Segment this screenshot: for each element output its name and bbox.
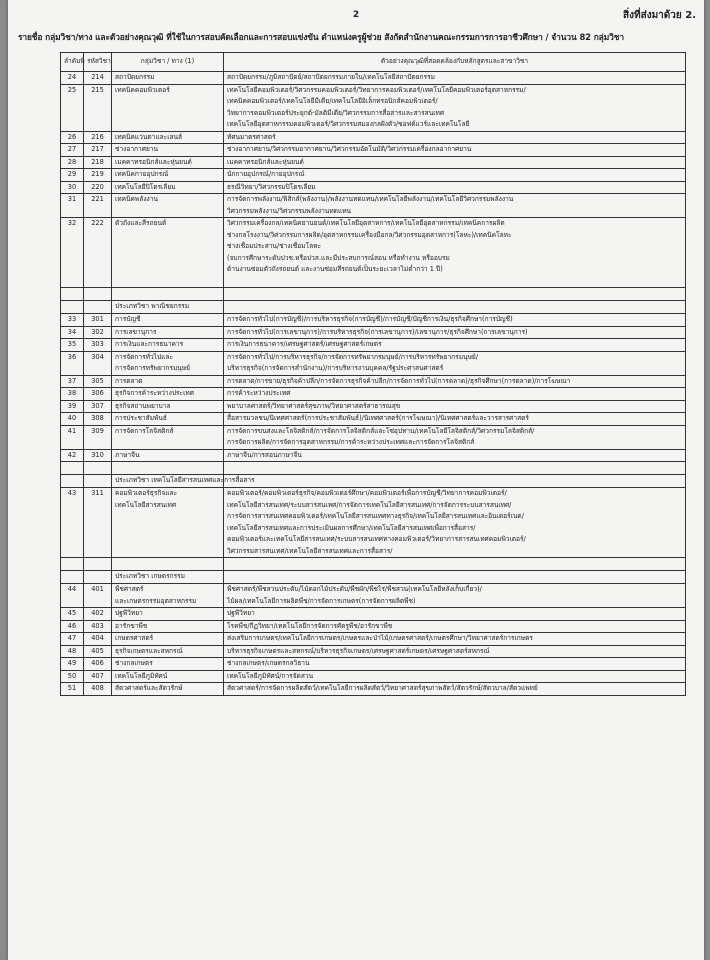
subject-code: 308 [84, 413, 112, 426]
row-number: 51 [61, 683, 84, 696]
table-cell [61, 475, 84, 488]
table-body [61, 72, 686, 696]
table-row [61, 144, 686, 157]
subject-group [112, 375, 224, 388]
example-line: บริหารธุรกิจ(การจัดการสำนักงาน)/การบริหารงานบุคคล/รัฐประศาสนศาสตร์ [227, 364, 444, 372]
subject-code: 222 [84, 218, 112, 288]
row-number: 33 [61, 314, 84, 327]
table-cell [84, 558, 112, 571]
subject-group [112, 670, 224, 683]
example-line: วิศวกรรมสารสนเทศ/เทคโนโลยีสารสนเทศและการสื่อสาร/ [227, 546, 393, 555]
table-cell [224, 301, 686, 314]
example-line: ทัศนมาตรศาสตร์ [227, 132, 276, 141]
table-cell [84, 571, 112, 584]
header-no: ลำดับที่ [61, 53, 84, 72]
group-line: สถาปัตยกรรม [115, 73, 155, 81]
example-line: สถาปัตยกรรม/ภูมิสถาปัตย์/สถาปัตยกรรมภายใน/เทคโนโลยีสถาปัตยกรรม [227, 73, 435, 81]
row-number: 41 [61, 425, 84, 449]
example-line: การจัดการทั่วไป(การบัญชี)/การบริหารธุรกิจ(การบัญชี)/การบัญชี/บัญชีการเงิน/ธุรกิจศึกษา(การบัญชี) [227, 315, 513, 323]
subject-group [112, 326, 224, 339]
table-row [61, 169, 686, 182]
subject-group [112, 633, 224, 646]
subject-group [112, 194, 224, 218]
row-number: 32 [61, 218, 84, 288]
group-line: การบัญชี [115, 315, 141, 323]
group-line: อารักขาพืช [115, 621, 148, 630]
example-line: ธรณีวิทยา/วิศวกรรมปิโตรเลียม [227, 182, 316, 191]
example-line: คอมพิวเตอร์/คอมพิวเตอร์ธุรกิจ/คอมพิวเตอร์ศึกษา/คอมพิวเตอร์เพื่อการบัญชี/วิทยาการคอมพิวเตอร์/ [227, 489, 507, 497]
table-row [61, 194, 686, 218]
group-line: ภาษาจีน [115, 450, 140, 459]
header-code: รหัสวิชา [84, 53, 112, 72]
subject-code: 310 [84, 449, 112, 462]
group-line: เทคนิคคอมพิวเตอร์ [115, 85, 170, 94]
subject-group [112, 169, 224, 182]
subject-group [112, 413, 224, 426]
subject-code: 404 [84, 633, 112, 646]
section-row [61, 475, 686, 488]
subject-group [112, 181, 224, 194]
table-row [61, 608, 686, 621]
example-line: เทคโนโลยีอุตสาหกรรมคอมพิวเตอร์/วิศวกรรมสมองกลฝังตัว/ซอฟต์แวร์และเทคโนโลยี [227, 120, 470, 128]
table-cell [61, 462, 84, 475]
example-line: ส่งเสริมการเกษตร/เทคโนโลยีการเกษตร/เกษตรและป่าไม้/เกษตรศาสตร์/เกษตรศึกษา/วิทยาศาสตร์การเกษตร [227, 634, 533, 642]
table-row [61, 413, 686, 426]
table-row [61, 181, 686, 194]
subject-group [112, 425, 224, 449]
row-number: 40 [61, 413, 84, 426]
example-line: การจัดการทั่วไป(การเลขานุการ)/การบริหารธุรกิจ(การเลขานุการ)/เลขานุการ/ธุรกิจศึกษา(การเลขานุการ) [227, 327, 528, 336]
qualification-examples [224, 645, 686, 658]
example-line: ช่างอากาศยาน/วิศวกรรมอากาศยาน/วิศวกรรมอัตโนมัติ/วิศวกรรมเครื่องกลอากาศยาน [227, 145, 472, 153]
subject-code: 305 [84, 375, 112, 388]
table-row [61, 658, 686, 671]
table-cell [224, 288, 686, 301]
qualification-examples [224, 131, 686, 144]
qualification-examples [224, 339, 686, 352]
example-line: การจัดการสารสนเทศคอมพิวเตอร์/เทคโนโลยีสารสนเทศทางธุรกิจ/เทคโนโลยีสารสนเทศและอินเตอร์เนต/ [227, 512, 524, 520]
example-line: การจัดการผลิต/การจัดการอุตสาหกรรม/การค้าระหว่างประเทศและการจัดการโลจิสติกส์ [227, 438, 475, 446]
example-line: สัตวศาสตร์/การจัดการผลิตสัตว์/เทคโนโลยีการผลิตสัตว์/วิทยาศาสตร์สุขภาพสัตว์/สัตวรักษ์/สัตวบาล/สัตวแพทย์ [227, 684, 538, 692]
table-cell [61, 571, 84, 584]
subject-group [112, 218, 224, 288]
subject-code: 304 [84, 351, 112, 375]
subject-group [112, 388, 224, 401]
table-row [61, 314, 686, 327]
subject-code: 303 [84, 339, 112, 352]
table-cell [84, 301, 112, 314]
header-example: ตัวอย่างคุณวุฒิที่สอดคล้องกับหลักสูตรและสาขาวิชา [224, 53, 686, 72]
table-row [61, 72, 686, 85]
qualification-examples [224, 584, 686, 608]
example-line: ปฐพีวิทยา [227, 609, 255, 617]
group-line: การจัดการทั่วไปและ [115, 352, 174, 361]
row-number: 25 [61, 84, 84, 131]
document-title: รายชื่อ กลุ่มวิชา/ทาง และตัวอย่างคุณวุฒิ ที่ใช้ในการสอบคัดเลือกและการสอบแข่งขัน ตำแหน่งครูผู้ช่วย สังกัดสำนักงานคณะกรรมการการอาชีวศึกษา / จำนวน 82 กลุ่มวิชา [18, 32, 624, 42]
subject-code: 309 [84, 425, 112, 449]
row-number: 42 [61, 449, 84, 462]
row-number: 35 [61, 339, 84, 352]
example-line: ภาษาจีน/การสอนภาษาจีน [227, 450, 302, 459]
table-row [61, 351, 686, 375]
subject-code: 307 [84, 400, 112, 413]
qualification-examples [224, 388, 686, 401]
example-line: เทคโนโลยีภูมิทัศน์/การจัดสวน [227, 671, 314, 680]
table-row [61, 400, 686, 413]
table-row [61, 633, 686, 646]
table-header-row [61, 53, 686, 72]
subject-code: 219 [84, 169, 112, 182]
subject-code: 306 [84, 388, 112, 401]
group-line: เทคนิคแว่นตาและเลนส์ [115, 132, 183, 141]
table-row [61, 683, 686, 696]
subject-code: 408 [84, 683, 112, 696]
table-cell [61, 301, 84, 314]
example-line: นักกายอุปกรณ์/กายอุปกรณ์ [227, 170, 305, 178]
subject-group [112, 645, 224, 658]
section-row [61, 571, 686, 584]
qualification-examples [224, 425, 686, 449]
example-line: ช่างกลเกษตร/เกษตรกลวิธาน [227, 659, 310, 667]
section-title: ประเภทวิชา เกษตรกรรม [112, 571, 224, 584]
row-number: 50 [61, 670, 84, 683]
example-line: การจัดการขนส่งและโลจิสติกส์/การจัดการโลจิสติกส์และโซ่อุปทาน/เทคโนโลยีโลจิสติกส์/วิศวกรรมโลจิสติกส์/ [227, 426, 535, 435]
example-line: เทคนิคคอมพิวเตอร์/เทคโนโลยีมีเดีย/เทคโนโลยีอิเล็กทรอนิกส์คอมพิวเตอร์/ [227, 97, 438, 105]
subject-group [112, 683, 224, 696]
table-row [61, 156, 686, 169]
qualification-examples [224, 84, 686, 131]
example-line: การเงินการธนาคาร/เศรษฐศาสตร์/เศรษฐศาสตร์เกษตร [227, 340, 382, 348]
table-cell [84, 288, 112, 301]
group-line: เมคคาทรอนิกส์และหุ่นยนต์ [115, 157, 192, 166]
example-line: เทคโนโลยีสารสนเทศและการประเมินผลการศึกษา/เทคโนโลยีสารสนเทศเพื่อการสื่อสาร/ [227, 523, 476, 532]
row-number: 49 [61, 658, 84, 671]
table-cell [224, 571, 686, 584]
table-cell [61, 558, 84, 571]
row-number: 48 [61, 645, 84, 658]
group-line: การเงินและการธนาคาร [115, 340, 184, 348]
example-line: การค้าระหว่างประเทศ [227, 389, 291, 397]
subject-group [112, 314, 224, 327]
qualification-examples [224, 144, 686, 157]
table-cell [84, 475, 112, 488]
example-line: เมคคาทรอนิกส์และหุ่นยนต์ [227, 157, 304, 166]
header-group: กลุ่มวิชา / ทาง (1) [112, 53, 224, 72]
table-row [61, 339, 686, 352]
example-line: พยาบาลศาสตร์/วิทยาศาสตร์สุขภาพ/วิทยาศาสตร์สาธารณสุข [227, 401, 401, 410]
qualification-table [60, 52, 686, 696]
qualification-examples [224, 658, 686, 671]
example-line: (จบการศึกษาระดับปวช.หรือปวส.และมีประสบการณ์สอน หรือทำงาน หรืออบรม [227, 253, 450, 262]
qualification-examples [224, 351, 686, 375]
table-cell [84, 462, 112, 475]
group-line: สัตวศาสตร์และสัตวรักษ์ [115, 684, 183, 692]
example-line: ไม้ผล/เทคโนโลยีการผลิตพืช/การจัดการเกษตร(การจัดการผลิตพืช) [227, 596, 416, 605]
example-line: คอมพิวเตอร์และเทคโนโลยีสารสนเทศ/ระบบสารสนเทศทางคอมพิวเตอร์/วิทยาการสารสนเทศคอมพิวเตอร์/ [227, 535, 526, 543]
subject-group [112, 131, 224, 144]
qualification-examples [224, 683, 686, 696]
group-line: เทคนิคกายอุปกรณ์ [115, 170, 169, 178]
group-line: ช่างกลเกษตร [115, 659, 153, 667]
subject-group [112, 339, 224, 352]
row-number: 47 [61, 633, 84, 646]
example-line: วิทยาการคอมพิวเตอร์ประยุกต์-มัลติมีเดีย/วิศวกรรมการสื่อสารและสารสนเทศ [227, 108, 444, 117]
example-line: วิศวกรรมเครื่องกล/เทคนิคยานยนต์/เทคโนโลยีอุตสาหการ/เทคโนโลยีอุตสาหกรรม/เทคนิคการผลิต [227, 219, 505, 227]
section-row [61, 301, 686, 314]
group-line: ธุรกิจสถานพยาบาล [115, 401, 171, 410]
subject-group [112, 620, 224, 633]
table-spacer-row [61, 462, 686, 475]
attachment-label: สิ่งที่ส่งมาด้วย 2. [623, 10, 696, 21]
subject-group [112, 449, 224, 462]
subject-code: 221 [84, 194, 112, 218]
subject-group [112, 584, 224, 608]
table-cell [112, 288, 224, 301]
table-row [61, 620, 686, 633]
subject-code: 405 [84, 645, 112, 658]
group-line: ตัวถังและสีรถยนต์ [115, 219, 167, 227]
subject-code: 407 [84, 670, 112, 683]
example-line: เทคโนโลยีสารสนเทศ/ระบบสารสนเทศ/การจัดการเทคโนโลยีสารสนเทศ/การจัดการระบบสารสนเทศ/ [227, 500, 512, 509]
subject-code: 216 [84, 131, 112, 144]
subject-code: 406 [84, 658, 112, 671]
group-line: เทคโนโลยีสารสนเทศ [115, 500, 177, 509]
qualification-examples [224, 314, 686, 327]
row-number: 46 [61, 620, 84, 633]
example-line: พืชศาสตร์/พืชสวนประดับ/ไม้ดอกไม้ประดับ/พืชผัก/พืชไร่/พืชสวน(เทคโนโลยีหลังเก็บเกี่ยว)/ [227, 585, 482, 593]
group-line: การประชาสัมพันธ์ [115, 414, 167, 422]
table-cell [224, 475, 686, 488]
table-row [61, 375, 686, 388]
qualification-examples [224, 218, 686, 288]
subject-group [112, 608, 224, 621]
table-row [61, 84, 686, 131]
example-line: ช่างกลโรงงาน/วิศวกรรมการผลิต/อุตสาหกรรมเครื่องมือกล/วิศวกรรมอุตสาหการ(โลหะ)/เทคนิคโลหะ [227, 230, 512, 239]
group-line: เทคโนโลยีภูมิทัศน์ [115, 671, 168, 680]
group-line: และเกษตรกรรมอุตสาหกรรม [115, 596, 197, 605]
qualification-examples [224, 608, 686, 621]
qualification-examples [224, 326, 686, 339]
subject-group [112, 156, 224, 169]
qualification-examples [224, 413, 686, 426]
subject-group [112, 488, 224, 558]
section-title: ประเภทวิชา พาณิชยกรรม [112, 301, 224, 314]
table-row [61, 645, 686, 658]
subject-code: 401 [84, 584, 112, 608]
table-cell [112, 558, 224, 571]
qualification-examples [224, 633, 686, 646]
row-number: 31 [61, 194, 84, 218]
group-line: ช่างอากาศยาน [115, 145, 159, 153]
qualification-examples [224, 156, 686, 169]
row-number: 43 [61, 488, 84, 558]
row-number: 24 [61, 72, 84, 85]
qualification-examples [224, 194, 686, 218]
example-line: การจัดการทั่วไป/การบริหารธุรกิจ/การจัดการทรัพยากรมนุษย์/การบริหารทรัพยากรมนุษย์/ [227, 352, 479, 361]
subject-group [112, 84, 224, 131]
row-number: 45 [61, 608, 84, 621]
row-number: 36 [61, 351, 84, 375]
qualification-examples [224, 181, 686, 194]
subject-code: 403 [84, 620, 112, 633]
table-row [61, 449, 686, 462]
table-spacer-row [61, 288, 686, 301]
qualification-examples [224, 400, 686, 413]
table-row [61, 425, 686, 449]
table-cell [224, 558, 686, 571]
example-line: ด้านงานซ่อมตัวถังรถยนต์ และงานซ่อมสีรถยนต์เป็นระยะเวลาไม่ต่ำกว่า 1 ปี) [227, 265, 443, 273]
subject-code: 215 [84, 84, 112, 131]
group-line: ธุรกิจการค้าระหว่างประเทศ [115, 389, 194, 397]
table-row [61, 326, 686, 339]
subject-group [112, 72, 224, 85]
example-line: สื่อสารมวลชน/นิเทศศาสตร์(การประชาสัมพันธ์)/นิเทศศาสตร์(การโฆษณา)/นิเทศศาสตร์และวารสารศาสตร์ [227, 414, 529, 422]
qualification-examples [224, 670, 686, 683]
group-line: เกษตรศาสตร์ [115, 634, 154, 642]
subject-group [112, 400, 224, 413]
table-cell [112, 462, 224, 475]
group-line: ธุรกิจเกษตรและสหกรณ์ [115, 646, 183, 655]
table-row [61, 388, 686, 401]
row-number: 38 [61, 388, 84, 401]
row-number: 44 [61, 584, 84, 608]
table-row [61, 131, 686, 144]
subject-group [112, 351, 224, 375]
qualification-examples [224, 449, 686, 462]
group-line: เทคนิคพลังงาน [115, 195, 158, 203]
subject-code: 302 [84, 326, 112, 339]
group-line: การจัดการทรัพยากรมนุษย์ [115, 364, 191, 372]
table-cell [224, 462, 686, 475]
group-line: การจัดการโลจิสติกส์ [115, 426, 174, 435]
subject-code: 402 [84, 608, 112, 621]
qualification-examples [224, 169, 686, 182]
row-number: 30 [61, 181, 84, 194]
subject-group [112, 144, 224, 157]
row-number: 27 [61, 144, 84, 157]
subject-code: 218 [84, 156, 112, 169]
example-line: บริหารธุรกิจเกษตรและสหกรณ์/บริหารธุรกิจเกษตร/เศรษฐศาสตร์เกษตร/เศรษฐศาสตร์สหกรณ์ [227, 646, 490, 655]
table-row [61, 670, 686, 683]
example-line [227, 276, 682, 288]
example-line: โรคพืช/กีฏวิทยา/เทคโนโลยีการจัดการศัตรูพืช/อารักขาพืช [227, 621, 393, 630]
qualification-examples [224, 72, 686, 85]
group-line: เทคโนโลยีปิโตรเลียม [115, 182, 176, 191]
subject-code: 301 [84, 314, 112, 327]
document-page [8, 0, 704, 960]
group-line: การตลาด [115, 376, 143, 385]
row-number: 37 [61, 375, 84, 388]
subject-code: 217 [84, 144, 112, 157]
example-line: ช่างเชื่อมประสาน/ช่างเชื่อมโลหะ [227, 242, 322, 250]
table-cell [61, 288, 84, 301]
example-line: เทคโนโลยีคอมพิวเตอร์/วิศวกรรมคอมพิวเตอร์/วิทยาการคอมพิวเตอร์/เทคโนโลยีคอมพิวเตอร์อุตสาหกรรม/ [227, 85, 526, 94]
subject-group [112, 658, 224, 671]
group-line: พืชศาสตร์ [115, 585, 144, 593]
subject-code: 311 [84, 488, 112, 558]
table-row [61, 218, 686, 288]
qualification-examples [224, 620, 686, 633]
row-number: 34 [61, 326, 84, 339]
row-number: 39 [61, 400, 84, 413]
subject-code: 220 [84, 181, 112, 194]
section-title: ประเภทวิชา เทคโนโลยีสารสนเทศและการสื่อสาร [112, 475, 224, 488]
subject-code: 214 [84, 72, 112, 85]
example-line: การจัดการพลังงาน/ฟิสิกส์(พลังงาน)/พลังงานทดแทน/เทคโนโลยีพลังงาน/เทคโนโลยีวิศวกรรมพลังงาน [227, 195, 514, 203]
table-spacer-row [61, 558, 686, 571]
example-line: วิศวกรรมพลังงาน/วิศวกรรมพลังงานทดแทน [227, 206, 352, 215]
group-line: การเลขานุการ [115, 327, 157, 336]
qualification-examples [224, 375, 686, 388]
row-number: 29 [61, 169, 84, 182]
group-line: ปฐพีวิทยา [115, 609, 143, 617]
table-row [61, 584, 686, 608]
group-line: คอมพิวเตอร์ธุรกิจและ [115, 489, 178, 497]
example-line: การตลาด/การขาย/ธุรกิจค้าปลีก/การจัดการธุรกิจค้าปลีก/การจัดการทั่วไป(การตลาด)/ธุรกิจศึกษา(การตลาด)/การโฆษณา [227, 376, 571, 385]
qualification-examples [224, 488, 686, 558]
row-number: 28 [61, 156, 84, 169]
row-number: 26 [61, 131, 84, 144]
page-number: 2 [352, 10, 360, 20]
table-row [61, 488, 686, 558]
